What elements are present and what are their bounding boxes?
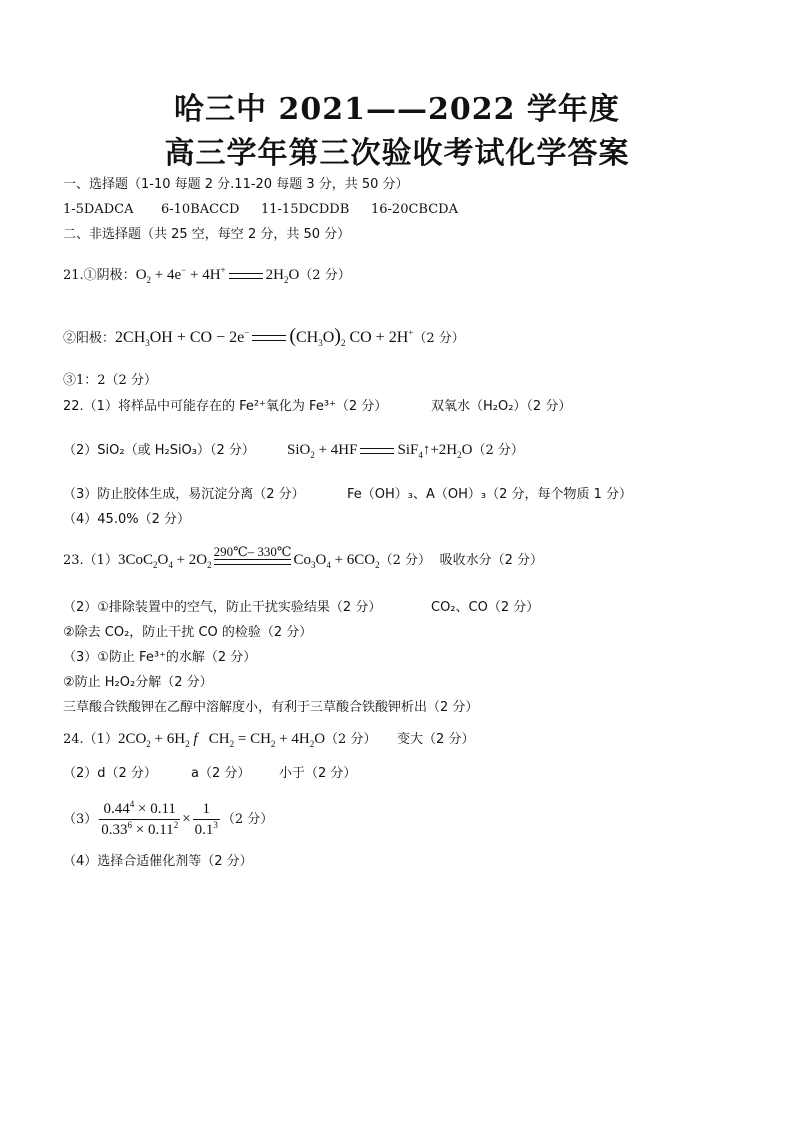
- q21-ratio: ③1：2（2 分）: [63, 373, 157, 388]
- q24-2-answer-a: （2）d（2 分）: [63, 766, 157, 781]
- reaction-condition: 290℃– 330℃: [213, 543, 292, 559]
- anode-equation: $2CH_3OH$ + CO − 2e− $(CH_3O)_2$ CO + 2H+: [115, 325, 414, 349]
- sio2-hf-equation: SiO$_2$ + 4HF $SiF_4↑+2H_2O$: [287, 442, 473, 460]
- q24-2-answer-c: 小于（2 分）: [279, 766, 357, 781]
- q24-part-4: （4）选择合适催化剂等（2 分）: [63, 854, 253, 869]
- q21-anode-label: ②阳极：: [63, 331, 116, 346]
- q22-1-answer-b: 双氧水（H₂O₂）（2 分）: [431, 399, 572, 414]
- q21-anode: [63, 327, 465, 348]
- q22-1-answer-a: 22.（1）将样品中可能存在的 Fe²⁺氧化为 Fe³⁺（2 分）: [63, 399, 388, 414]
- title-line-1: 哈三中 2021——2022 学年度: [174, 92, 620, 127]
- q24-part-3: [63, 797, 273, 842]
- q22-3-answer-b: Fe（OH）₃、A（OH）₃（2 分，每个物质 1 分）: [347, 487, 633, 502]
- q23-2-answer-b: CO₂、CO（2 分）: [431, 600, 540, 615]
- q23-1-score: （2 分）: [379, 553, 432, 568]
- choice-answers: [63, 201, 458, 219]
- q23-2-answer-c: ②除去 CO₂，防止干扰 CO 的检验（2 分）: [63, 625, 313, 640]
- q24-3-score: （2 分）: [221, 812, 274, 827]
- q22-part-4: （4）45.0%（2 分）: [63, 512, 190, 527]
- q24-1-score: （2 分）: [325, 732, 377, 747]
- q21-cathode: [63, 266, 351, 285]
- q22-2-answer-a: （2）SiO₂（或 H₂SiO₃）（2 分）: [63, 443, 255, 458]
- co2-hydrogenation-equation: $2CO_2 + 6H_2$ f $CH_2 = CH_2 + 4H_2O$: [117, 731, 326, 749]
- equilibrium-constant-expression: $\frac{0.44^4 \times 0.11}{0.33^6 \times 0.11^2}$ × $\frac{1}{0.1^3}$: [101, 799, 218, 839]
- q22-part-1: [63, 398, 571, 416]
- q23-2-answer-a: （2）①排除装置中的空气，防止干扰实验结果（2 分）: [63, 600, 382, 615]
- q23-3-answer-b: ②防止 H₂O₂分解（2 分）: [63, 675, 213, 690]
- q24-part-1: [63, 730, 474, 749]
- q22-2-score: （2 分）: [472, 443, 524, 458]
- answer-6-10: 6-10BACCD: [161, 202, 240, 217]
- q24-2-answer-b: a（2 分）: [191, 766, 251, 781]
- q23-1-answer-b: 吸收水分（2 分）: [439, 553, 544, 568]
- q24-3-label: （3）: [63, 812, 98, 827]
- cobalt-oxalate-equation: $3CoC_2O_4 + 2O_2$ 290℃– 330℃ $Co_3O_4 + 6CO_2$: [117, 543, 380, 570]
- q23-1-label: 23.（1）: [63, 553, 118, 568]
- q21-anode-score: （2 分）: [413, 331, 465, 346]
- section-1-header: 一、选择题（1-10 每题 2 分.11-20 每题 3 分，共 50 分）: [63, 177, 409, 192]
- q24-part-2: [63, 765, 356, 783]
- q24-1-answer-b: 变大（2 分）: [397, 732, 475, 747]
- q23-3-answer-a: （3）①防止 Fe³⁺的水解（2 分）: [63, 650, 257, 665]
- q22-3-answer-a: （3）防止胶体生成，易沉淀分离（2 分）: [63, 487, 305, 502]
- q21-cathode-score: （2 分）: [299, 268, 351, 283]
- q23-3-answer-c: 三草酸合铁酸钾在乙醇中溶解度小，有利于三草酸合铁酸钾析出（2 分）: [63, 700, 479, 715]
- q22-part-2: [63, 441, 524, 460]
- q21-cathode-label: 21.①阴极：: [63, 268, 136, 283]
- answer-11-15: 11-15DCDDB: [261, 202, 350, 217]
- answer-1-5: 1-5DADCA: [63, 202, 134, 217]
- q23-part-1: [63, 540, 543, 581]
- q22-part-3: [63, 486, 632, 504]
- q23-part-2: [63, 599, 539, 617]
- title-line-2: 高三学年第三次验收考试化学答案: [164, 136, 630, 171]
- answer-16-20: 16-20CBCDA: [371, 202, 458, 217]
- q24-1-label: 24.（1）: [63, 732, 118, 747]
- section-2-header: 二、非选择题（共 25 空，每空 2 分，共 50 分）: [63, 227, 351, 242]
- cathode-equation: $O_2 + 4e^- + 4H^+$ $2H_2O$: [135, 265, 300, 285]
